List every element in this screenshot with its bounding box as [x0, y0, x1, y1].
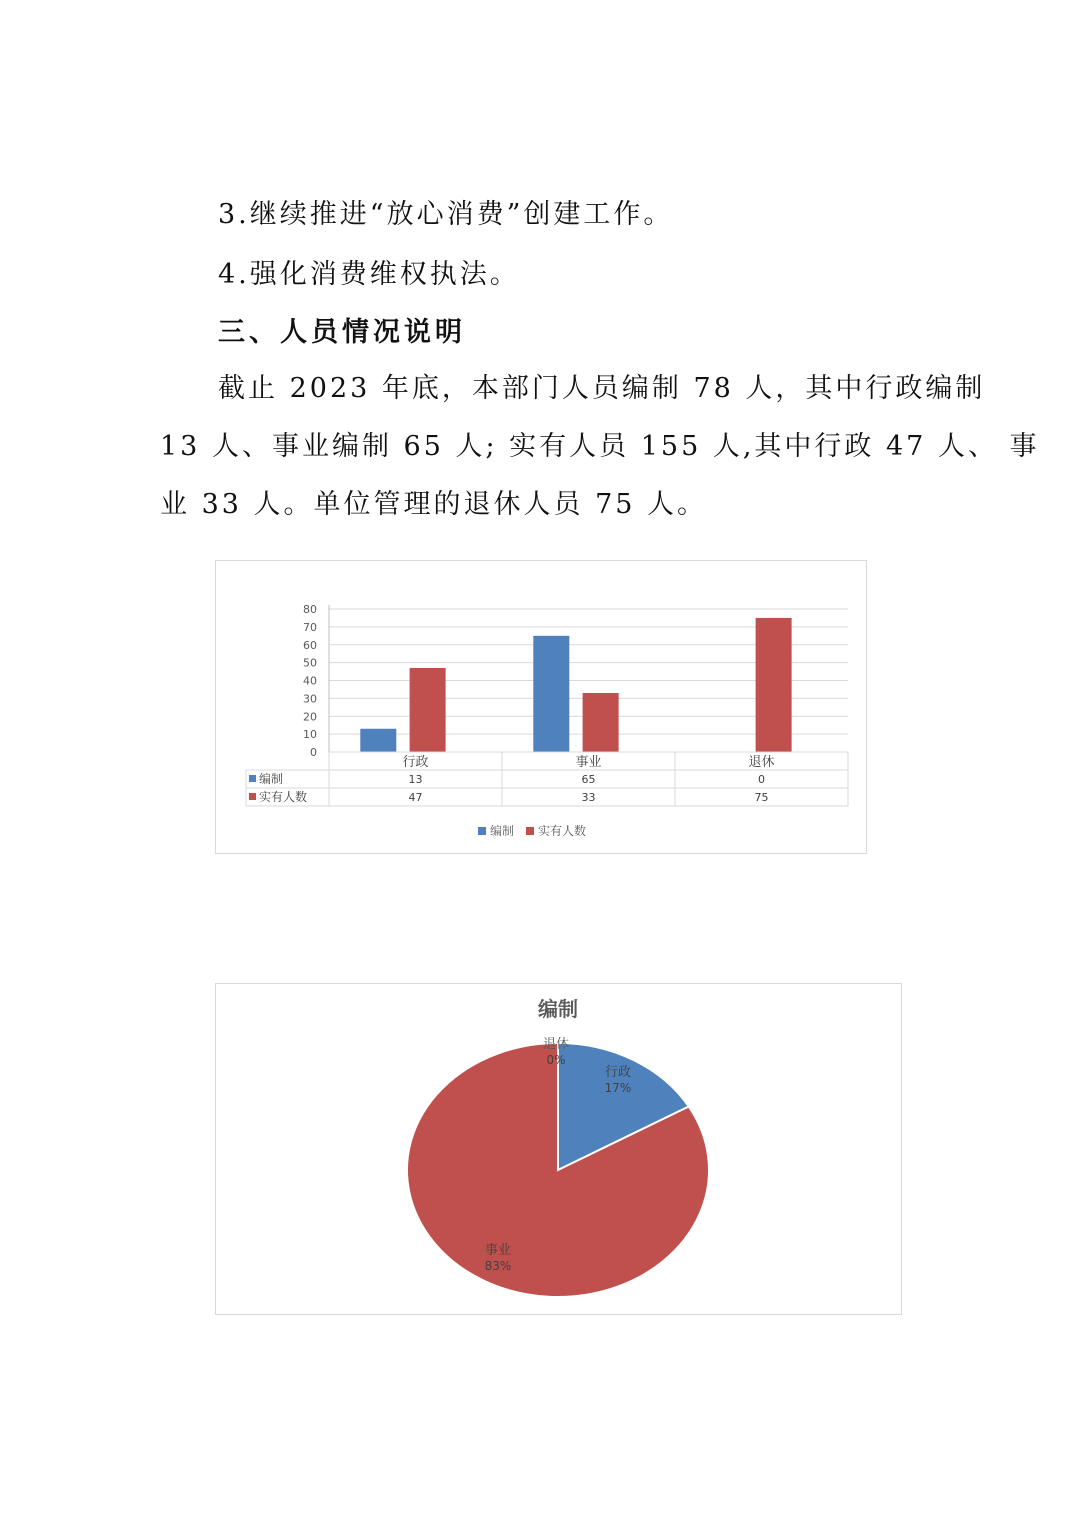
y-tick-label-6: 60 [303, 638, 317, 652]
table-cell-1-1: 33 [581, 791, 596, 804]
pie-chart-frame [215, 983, 902, 1315]
paragraph-item-3: 3.继续推进“放心消费”创建工作。 [218, 199, 674, 230]
table-cell-1-2: 75 [754, 791, 769, 804]
body-line-2: 13 人、事业编制 65 人; 实有人员 155 人,其中行政 47 人、 事 [160, 431, 1040, 462]
pie-chart [216, 984, 901, 1314]
bar-编制-行政 [360, 729, 396, 752]
pie-percent-label-0: 17% [604, 1081, 632, 1095]
paragraph-item-4: 4.强化消费维权执法。 [218, 259, 520, 290]
y-tick-label-4: 40 [303, 674, 317, 688]
table-cell-1-0: 47 [408, 791, 423, 804]
legend-label-1: 实有人数 [538, 824, 587, 838]
body-line-3: 业 33 人。单位管理的退休人员 75 人。 [160, 489, 708, 520]
legend-label-0: 编制 [490, 824, 515, 838]
bar-实有人数-退休 [756, 618, 792, 752]
table-legend-key-1 [249, 793, 256, 800]
legend-key-1 [526, 827, 534, 835]
y-tick-label-5: 50 [303, 656, 317, 670]
bar-编制-事业 [533, 636, 569, 752]
table-legend-key-0 [249, 775, 256, 782]
y-tick-label-7: 70 [303, 620, 317, 634]
table-cell-0-1: 65 [581, 773, 596, 786]
table-row-label-0: 编制 [259, 772, 284, 786]
bar-chart-frame [215, 560, 867, 854]
section-heading: 三、人员情况说明 [218, 317, 466, 348]
table-row-label-1: 实有人数 [259, 790, 308, 804]
bar-实有人数-事业 [583, 693, 619, 752]
y-tick-label-0: 0 [310, 746, 317, 759]
bar-chart [216, 561, 866, 853]
pie-percent-label-2: 0% [546, 1053, 566, 1067]
pie-category-label-2: 退休 [542, 1037, 570, 1052]
x-category-label-0: 行政 [402, 755, 429, 770]
legend-key-0 [478, 827, 486, 835]
x-category-label-1: 事业 [575, 755, 602, 770]
y-tick-label-2: 20 [303, 710, 317, 724]
x-category-label-2: 退休 [748, 755, 775, 770]
bar-实有人数-行政 [410, 668, 446, 752]
pie-category-label-0: 行政 [604, 1065, 632, 1080]
pie-percent-label-1: 83% [484, 1259, 512, 1273]
pie-category-label-1: 事业 [484, 1243, 512, 1258]
y-tick-label-8: 80 [303, 603, 317, 616]
table-cell-0-0: 13 [408, 773, 423, 786]
pie-title: 编制 [538, 997, 578, 1021]
body-line-1: 截止 2023 年底，本部门人员编制 78 人，其中行政编制 [218, 373, 986, 404]
table-cell-0-2: 0 [758, 773, 765, 786]
y-tick-label-3: 30 [303, 692, 317, 706]
y-tick-label-1: 10 [303, 728, 317, 742]
